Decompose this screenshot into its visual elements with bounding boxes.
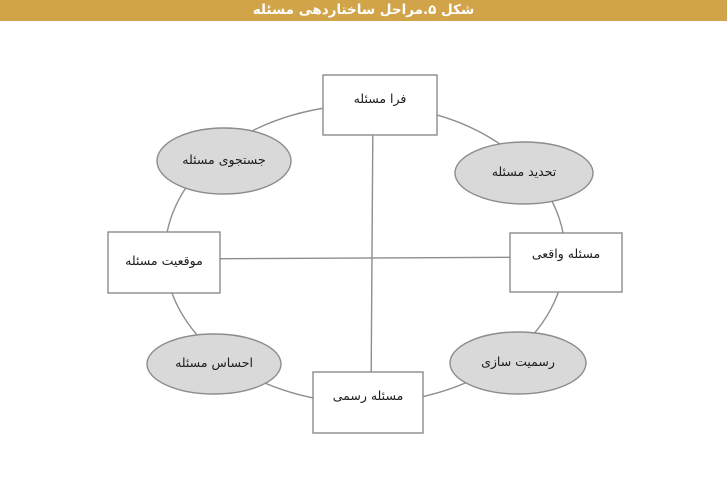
figure-title: شکل ۵.مراحل ساختاردهی مسئله [252,2,475,18]
node-problem-delimitation-label: تحدید مسئله [491,164,557,179]
node-meta-problem-label: فرا مسئله [353,91,407,106]
node-formal-problem-label: مسئله رسمی [332,388,404,403]
horizontal-connector-line [164,257,566,259]
node-problem-sensing-label: احساس مسئله [175,355,253,370]
vertical-connector-line [371,105,373,402]
node-real-problem [510,233,622,292]
node-problem-situation-label: موقعیت مسئله [125,253,203,268]
node-formalization-label: رسمیت سازی [481,354,555,369]
node-problem-search-label: جستجوی مسئله [182,152,266,167]
node-real-problem-label: مسئله واقعی [531,246,601,261]
